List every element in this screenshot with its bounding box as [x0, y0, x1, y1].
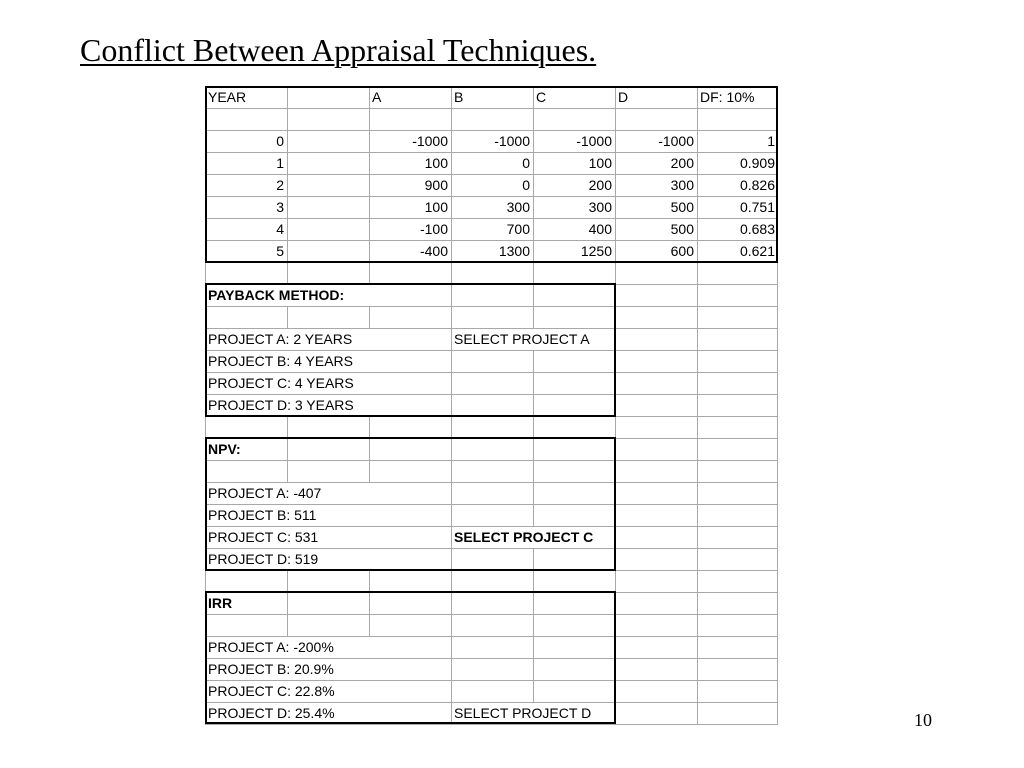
discount-factor-cell: 0.909	[739, 155, 775, 171]
discount-factor-cell: 0.621	[739, 243, 775, 259]
cash-flow-a: -400	[419, 243, 448, 259]
payback-heading: PAYBACK METHOD:	[208, 287, 345, 303]
cash-flow-c: 400	[588, 221, 612, 237]
year-cell: 1	[276, 155, 284, 171]
npv-line: PROJECT B: 511	[208, 507, 317, 523]
year-cell: 2	[276, 177, 284, 193]
irr-heading: IRR	[208, 595, 233, 611]
cash-flow-d: 200	[670, 155, 694, 171]
discount-factor-cell: 0.751	[739, 199, 775, 215]
header-discount-factor: DF: 10%	[700, 89, 755, 105]
npv-line: PROJECT A: -407	[208, 485, 322, 501]
cash-flow-a: 900	[424, 177, 448, 193]
cash-flow-c: 200	[588, 177, 612, 193]
cash-flow-a: 100	[424, 155, 448, 171]
cash-flow-b: -1000	[494, 133, 530, 149]
year-cell: 0	[276, 133, 284, 149]
header-project-a: A	[372, 89, 382, 105]
cash-flow-a: -1000	[412, 133, 448, 149]
discount-factor-cell: 0.826	[739, 177, 775, 193]
cash-flow-b: 1300	[498, 243, 530, 259]
page-number: 10	[914, 710, 932, 730]
payback-line: PROJECT D: 3 YEARS	[208, 397, 354, 413]
header-project-b: B	[454, 89, 464, 105]
cash-flow-d: 600	[670, 243, 694, 259]
cash-flow-c: -1000	[576, 133, 612, 149]
payback-line: PROJECT A: 2 YEARS	[208, 331, 353, 347]
spreadsheet	[205, 86, 778, 725]
irr-line: PROJECT A: -200%	[208, 639, 334, 655]
discount-factor-cell: 0.683	[739, 221, 775, 237]
cash-flow-d: -1000	[658, 133, 694, 149]
discount-factor-cell: 1	[767, 133, 775, 149]
payback-decision: SELECT PROJECT A	[454, 331, 590, 347]
header-project-c: C	[536, 89, 547, 105]
cash-flow-d: 500	[670, 221, 694, 237]
cash-flow-c: 300	[588, 199, 612, 215]
irr-line: PROJECT B: 20.9%	[208, 661, 334, 677]
header-project-d: D	[618, 89, 629, 105]
npv-heading: NPV:	[208, 441, 241, 457]
cash-flow-b: 0	[522, 177, 530, 193]
npv-line: PROJECT C: 531	[208, 529, 319, 545]
cash-flow-a: 100	[424, 199, 448, 215]
slide-title: Conflict Between Appraisal Techniques.	[80, 32, 597, 68]
payback-line: PROJECT C: 4 YEARS	[208, 375, 354, 391]
year-cell: 5	[276, 243, 284, 259]
npv-decision: SELECT PROJECT C	[454, 529, 594, 545]
cash-flow-d: 300	[670, 177, 694, 193]
cash-flow-c: 100	[588, 155, 612, 171]
cash-flow-b: 0	[522, 155, 530, 171]
cash-flow-d: 500	[670, 199, 694, 215]
irr-decision: SELECT PROJECT D	[454, 705, 592, 721]
cash-flow-b: 300	[506, 199, 530, 215]
irr-line: PROJECT C: 22.8%	[208, 683, 335, 699]
cash-flow-c: 1250	[580, 243, 612, 259]
cash-flow-b: 700	[506, 221, 530, 237]
npv-line: PROJECT D: 519	[208, 551, 319, 567]
cash-flow-a: -100	[419, 221, 448, 237]
irr-line: PROJECT D: 25.4%	[208, 705, 335, 721]
year-cell: 4	[276, 221, 284, 237]
year-cell: 3	[276, 199, 284, 215]
header-year: YEAR	[208, 89, 247, 105]
payback-line: PROJECT B: 4 YEARS	[208, 353, 353, 369]
